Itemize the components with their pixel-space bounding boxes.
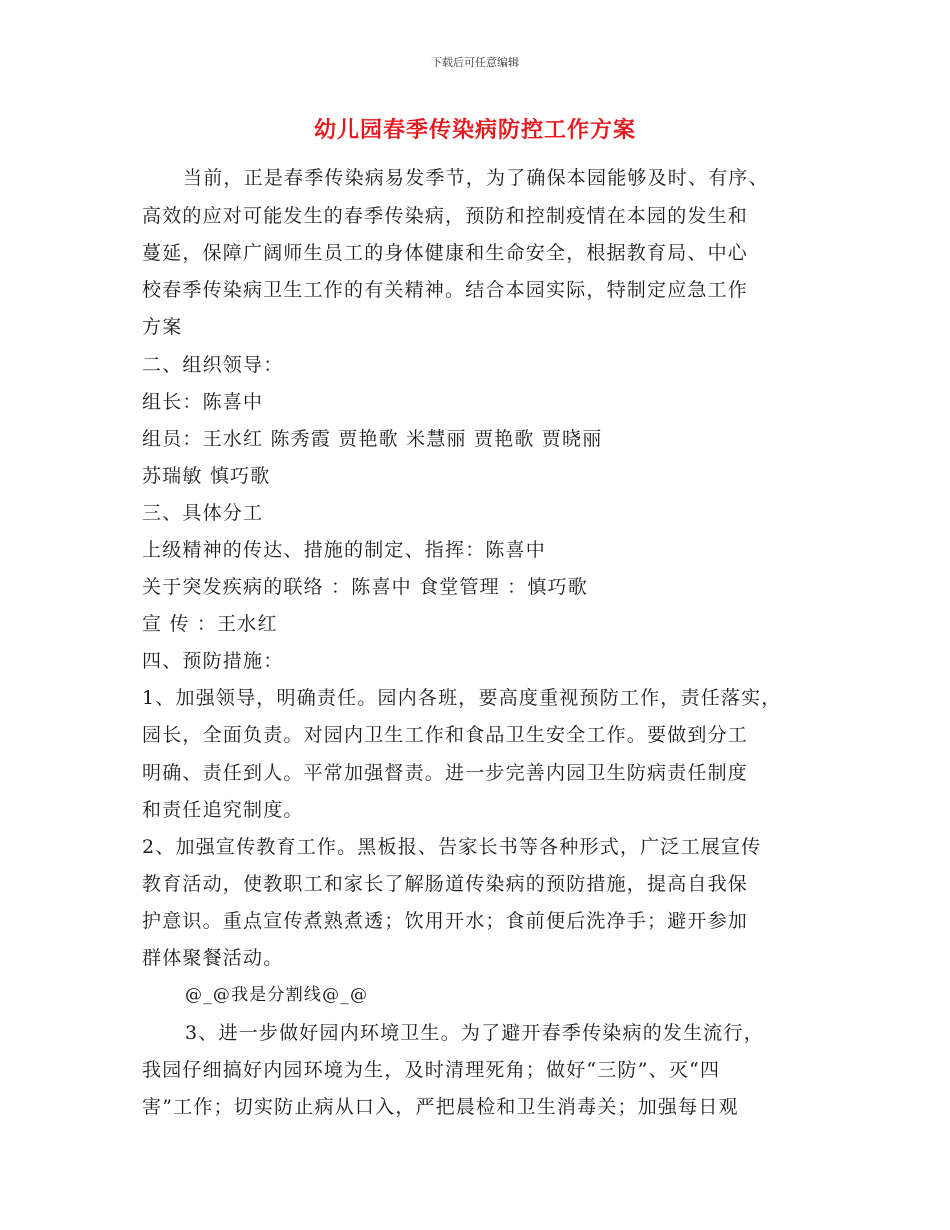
body-line: 1、加强领导，明确责任。园内各班，要高度重视预防工作，责任落实， bbox=[142, 687, 782, 709]
body-line: 方案 bbox=[142, 316, 183, 338]
body-line: 组长：陈喜中 bbox=[142, 391, 264, 413]
body-line: 3、进一步做好园内环境卫生。为了避开春季传染病的发生流行， bbox=[185, 1022, 764, 1044]
body-line: 园长，全面负责。对园内卫生工作和食品卫生安全工作。要做到分工 bbox=[142, 724, 749, 746]
body-line: 苏瑞敏 慎巧歌 bbox=[142, 465, 271, 487]
body-line: 教育活动，使教职工和家长了解肠道传染病的预防措施，提高自我保 bbox=[142, 873, 749, 895]
body-line: 2、加强宣传教育工作。黑板报、告家长书等各种形式，广泛工展宣传 bbox=[142, 836, 762, 858]
body-line: 明确、责任到人。平常加强督责。进一步完善内园卫生防病责任制度 bbox=[142, 762, 749, 784]
document-title: 幼儿园春季传染病防控工作方案 bbox=[313, 117, 636, 143]
body-line: 蔓延，保障广阔师生员工的身体健康和生命安全，根据教育局、中心 bbox=[142, 242, 749, 264]
body-line: 组员：王水红 陈秀霞 贾艳歌 米慧丽 贾艳歌 贾晓丽 bbox=[142, 428, 603, 450]
section-heading: 四、预防措施： bbox=[142, 650, 284, 672]
divider-text: @_@我是分割线@_@ bbox=[185, 985, 369, 1005]
body-line: 和责任追究制度。 bbox=[142, 799, 304, 821]
body-line: 我园仔细搞好内园环境为生，及时清理死角；做好“三防”、灭“四 bbox=[142, 1059, 721, 1081]
body-line: 群体聚餐活动。 bbox=[142, 947, 284, 969]
body-line: 宣 传 ：王水红 bbox=[142, 613, 278, 635]
section-heading: 三、具体分工 bbox=[142, 502, 264, 524]
body-line: 校春季传染病卫生工作的有关精神。结合本园实际，特制定应急工作 bbox=[142, 279, 749, 301]
body-line: 上级精神的传达、措施的制定、指挥：陈喜中 bbox=[142, 539, 547, 561]
section-heading: 二、组织领导： bbox=[142, 354, 284, 376]
body-line: 关于突发疾病的联络 ：陈喜中 食堂管理 ：慎巧歌 bbox=[142, 576, 588, 598]
body-line: 护意识。重点宣传煮熟煮透；饮用开水；食前便后洗净手；避开参加 bbox=[142, 910, 749, 932]
body-line: 当前，正是春季传染病易发季节，为了确保本园能够及时、有序、 bbox=[183, 167, 769, 189]
body-line: 高效的应对可能发生的春季传染病，预防和控制疫情在本园的发生和 bbox=[142, 205, 749, 227]
body-line: 害”工作；切实防止病从口入，严把晨检和卫生消毒关；加强每日观 bbox=[142, 1096, 739, 1118]
header-note: 下载后可任意编辑 bbox=[431, 56, 519, 69]
